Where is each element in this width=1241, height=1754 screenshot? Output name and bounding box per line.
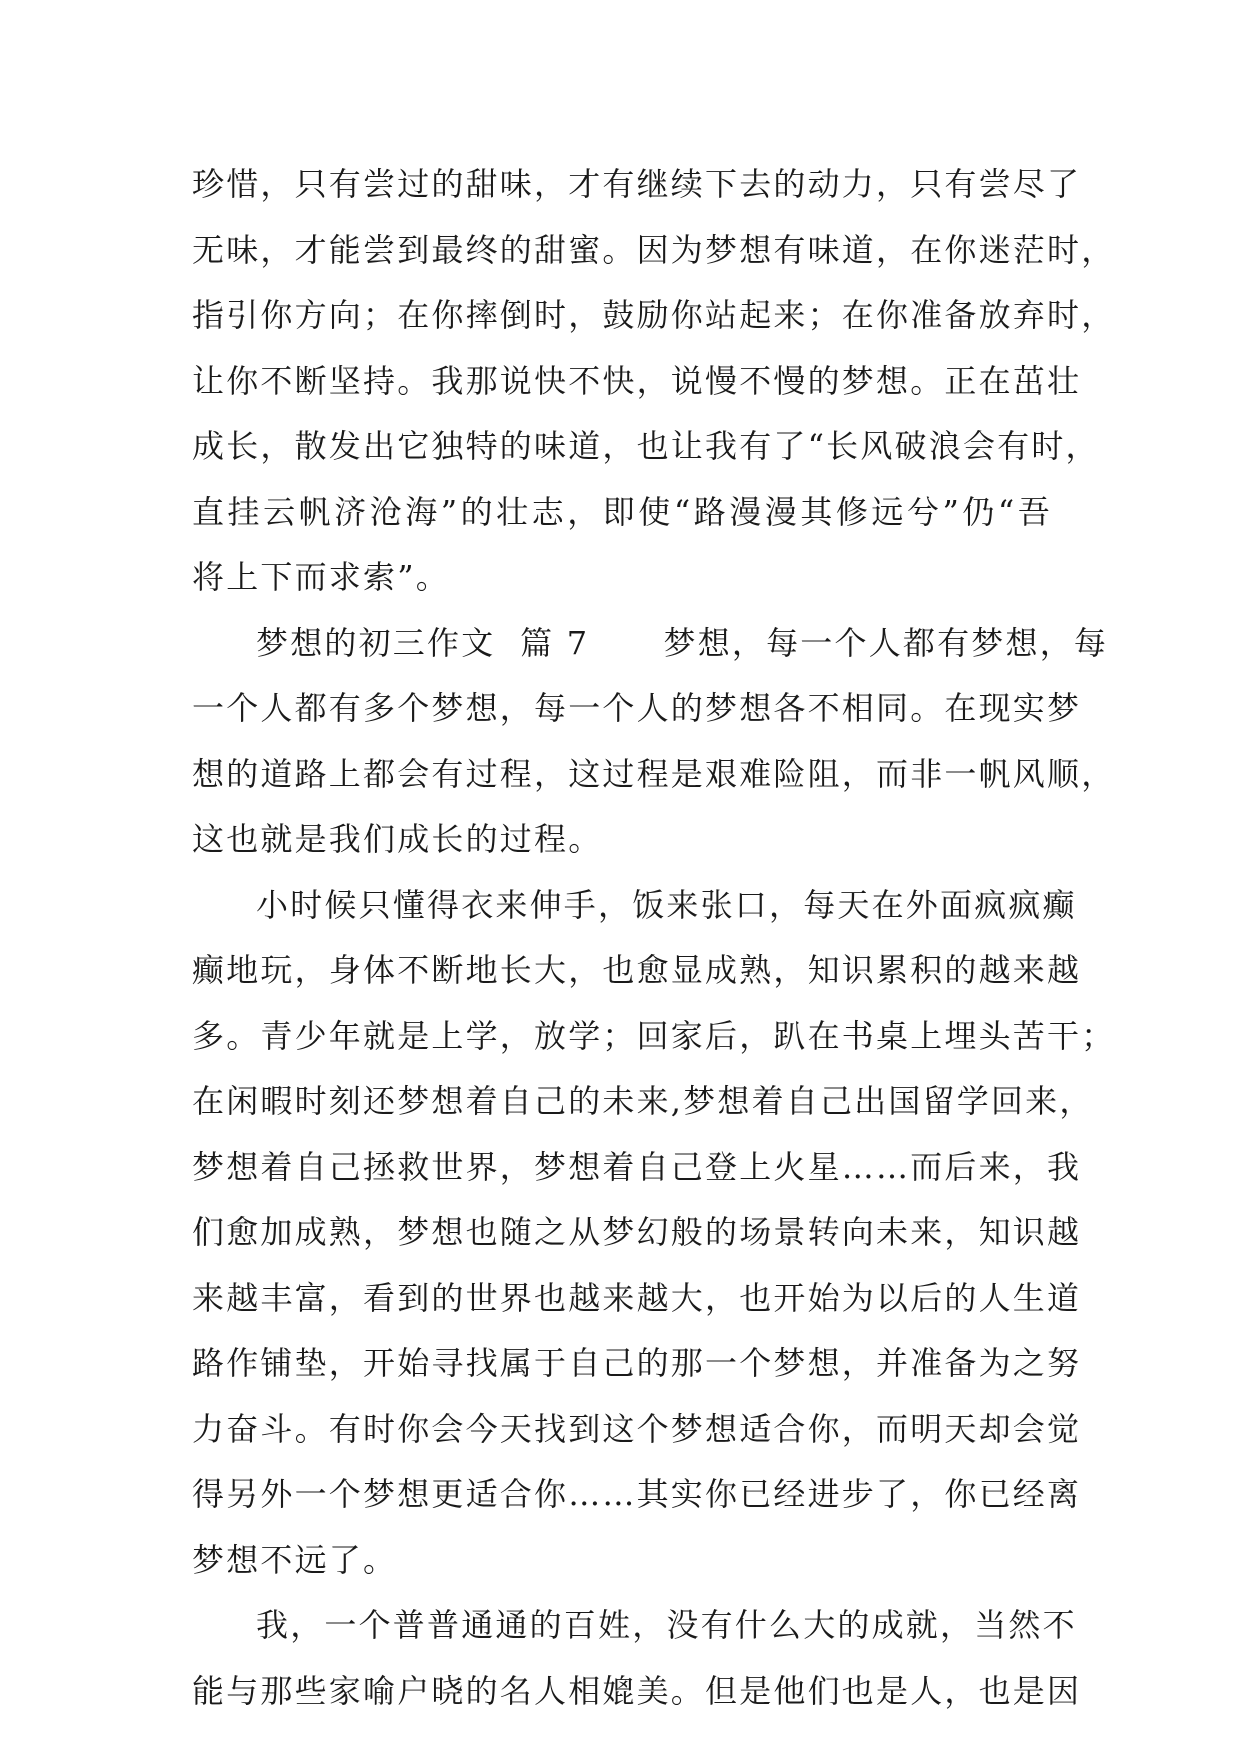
text-line: 指引你方向；在你摔倒时，鼓励你站起来；在你准备放弃时，: [192, 296, 1116, 334]
text-line: 在闲暇时刻还梦想着自己的未来,梦想着自己出国留学回来，: [192, 1082, 1094, 1120]
text-line: 力奋斗。有时你会今天找到这个梦想适合你，而明天却会觉: [192, 1409, 1082, 1448]
text-line: 无味，才能尝到最终的甜蜜。因为梦想有味道，在你迷茫时，: [192, 230, 1116, 269]
paragraph-1: [192, 152, 1116, 611]
text-line: 小时候只懂得衣来伸手，饭来张口，每天在外面疯疯癫: [256, 885, 1077, 924]
text-line: 想的道路上都会有过程，这过程是艰难险阻，而非一帆风顺，: [192, 754, 1116, 793]
document-body: [192, 152, 1116, 1724]
text-line: 珍惜，只有尝过的甜味，才有继续下去的动力，只有尝尽了: [192, 165, 1082, 203]
text-line: 我，一个普普通通的百姓，没有什么大的成就，当然不: [256, 1606, 1077, 1644]
text-line: 路作铺垫，开始寻找属于自己的那一个梦想，并准备为之努: [192, 1344, 1082, 1382]
text-line: 直挂云帆济沧海”的壮志，即使“路漫漫其修远兮”仍“吾: [192, 492, 1052, 531]
text-line: 一个人都有多个梦想，每一个人的梦想各不相同。在现实梦: [192, 689, 1082, 727]
paragraph-4: [192, 1593, 1082, 1724]
paragraph-2: [192, 611, 1116, 873]
text-line: 来越丰富，看到的世界也越来越大，也开始为以后的人生道: [192, 1278, 1082, 1317]
text-line: 得另外一个梦想更适合你……其实你已经进步了，你已经离: [192, 1475, 1082, 1513]
text-line: 多。青少年就是上学，放学；回家后，趴在书桌上埋头苦干；: [192, 1016, 1116, 1055]
section-heading-line: 梦想的初三作文 篇 7 梦想，每一个人都有梦想，每: [256, 623, 1109, 662]
text-line: 将上下而求索”。: [192, 558, 450, 596]
text-line: 这也就是我们成长的过程。: [192, 820, 603, 858]
text-line: 梦想着自己拯救世界，梦想着自己登上火星……而后来，我: [192, 1147, 1082, 1186]
text-line: 能与那些家喻户晓的名人相媲美。但是他们也是人，也是因: [192, 1671, 1082, 1710]
text-line: 们愈加成熟，梦想也随之从梦幻般的场景转向未来，知识越: [192, 1213, 1082, 1251]
text-line: 梦想不远了。: [192, 1540, 398, 1579]
text-line: 让你不断坚持。我那说快不快，说慢不慢的梦想。正在茁壮: [192, 361, 1082, 400]
text-line: 癫地玩，身体不断地长大，也愈显成熟，知识累积的越来越: [192, 951, 1082, 989]
paragraph-3: [192, 873, 1116, 1594]
text-line: 成长，散发出它独特的味道，也让我有了“长风破浪会有时，: [192, 427, 1100, 465]
